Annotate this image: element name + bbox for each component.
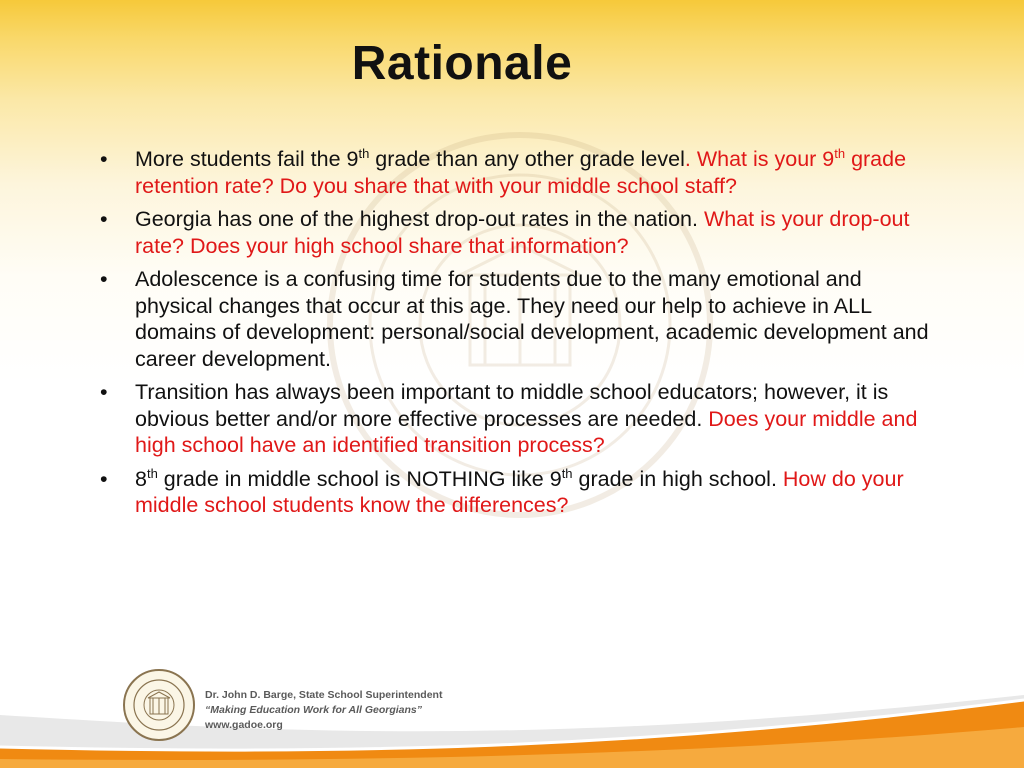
bullet-question-text: grade retention rate? Do you share that with your middle school staff? xyxy=(135,147,907,198)
footer-website-link[interactable]: www.gadoe.org xyxy=(205,719,283,731)
bullet-text: Transition has always been important to middle school educators; however, it is obvious better and/or more effective processes are needed. xyxy=(135,380,889,431)
bullet-text: grade in middle school is NOTHING like 9 xyxy=(157,466,562,491)
bullet-item xyxy=(100,379,930,459)
bullet-dot-icon: • xyxy=(100,147,108,171)
bullet-item xyxy=(100,146,930,199)
state-seal-icon xyxy=(122,668,196,742)
bullet-text: Adolescence is a confusing time for students due to the many emotional and physical changes that occur at this age. They need our help to achieve in ALL domains of development: personal/social development, academic development and career development. xyxy=(135,267,929,371)
bullet-text: 8 xyxy=(135,466,147,491)
bullet-question-text: . What is your 9 xyxy=(684,147,835,171)
footer-motto: “Making Education Work for All Georgians” xyxy=(205,704,423,716)
bullet-question-text: Does your middle and high school have an identified transition process? xyxy=(135,406,918,457)
bullet-text: grade in high school. xyxy=(572,466,783,491)
bullet-list xyxy=(100,146,930,526)
bullet-text: grade than any other grade level xyxy=(369,147,685,171)
bullet-item xyxy=(100,266,930,372)
bullet-question-text: How do your middle school students know the differences? xyxy=(135,466,904,517)
bullet-text: More students fail the 9 xyxy=(135,147,359,171)
bullet-question-text: What is your drop-out rate? Does your high school share that information? xyxy=(135,207,910,258)
bullet-dot-icon: • xyxy=(100,466,108,491)
bullet-question-text: th xyxy=(834,145,846,161)
bullet-text: th xyxy=(358,145,370,161)
bullet-dot-icon: • xyxy=(100,207,108,231)
footer-text xyxy=(205,688,442,733)
bullet-item xyxy=(100,206,930,259)
slide-title: Rationale xyxy=(351,37,573,90)
footer-superintendent: Dr. John D. Barge, State School Superintendent xyxy=(205,689,443,701)
bullet-text: th xyxy=(561,465,573,481)
bullet-text: th xyxy=(146,465,158,481)
bullet-text: Georgia has one of the highest drop-out rates in the nation. xyxy=(135,207,704,231)
bullet-dot-icon: • xyxy=(100,380,108,404)
bullet-item xyxy=(100,466,930,519)
bullet-dot-icon: • xyxy=(100,267,108,291)
